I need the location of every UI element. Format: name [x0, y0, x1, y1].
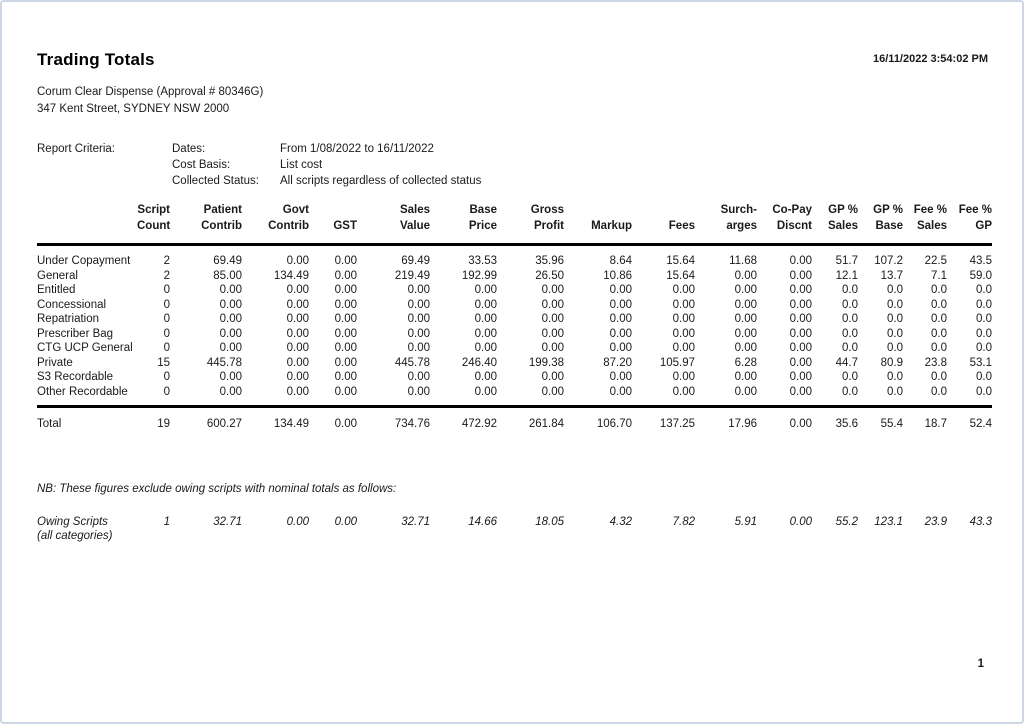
criteria-row	[37, 173, 988, 189]
table-row-value: 0.00	[286, 342, 309, 354]
table-header	[37, 202, 992, 234]
table-row-value: 0.00	[286, 255, 309, 267]
header-row-value: Co-Pay	[772, 204, 812, 216]
pharmacy-name: Corum Clear Dispense (Approval # 80346G)	[37, 86, 264, 98]
table-row-value: 0.00	[672, 385, 695, 398]
header-row-value: Price	[468, 220, 497, 232]
table-row-value: 35.96	[535, 255, 564, 267]
table-row-value: 0.0	[842, 385, 858, 398]
header-row-value: Discnt	[776, 220, 812, 232]
table-row-value: 8.64	[609, 255, 632, 267]
table-row-value: 0	[163, 342, 170, 354]
table-row	[37, 356, 992, 371]
table-row-label: S3 Recordable	[37, 371, 114, 383]
table-row	[37, 254, 992, 269]
table-total	[37, 417, 992, 432]
table-row-value: 445.78	[206, 356, 242, 369]
owing-row-value: 0.00	[286, 516, 309, 528]
table-row-value: 0	[163, 385, 170, 398]
table-row-label: Private	[37, 356, 73, 369]
table-row-value: 0.00	[672, 327, 695, 340]
total-row-value: 18.7	[924, 418, 947, 430]
header-row-value: Contrib	[268, 220, 309, 232]
table-row-value: 0.00	[334, 255, 357, 267]
table-row	[37, 269, 992, 284]
header-row-value: Surch-	[720, 204, 757, 216]
table-row-value: 0.00	[334, 385, 357, 398]
table-row-value: 0.00	[541, 298, 564, 311]
table-row-value: 0.0	[931, 385, 947, 398]
header-row-value: Sales	[399, 204, 430, 216]
table-row-value: 0.0	[842, 371, 858, 383]
report-timestamp: 16/11/2022 3:54:02 PM	[873, 53, 988, 65]
total-row-value: 134.49	[273, 418, 309, 430]
table-row-value: 0.00	[609, 342, 632, 354]
table-row-value: 0.0	[887, 342, 903, 354]
owing-row-value: 32.71	[401, 516, 430, 528]
table-row-value: 0.0	[931, 327, 947, 340]
header-row-value: Govt	[282, 204, 309, 216]
table-row-value: 0.0	[887, 313, 903, 325]
table-row-value: 0.0	[887, 327, 903, 340]
table-row-value: 0.0	[887, 298, 903, 311]
table-row-value: 0.00	[286, 385, 309, 398]
table-row-value: 0.00	[734, 327, 757, 340]
table-row-value: 0.00	[734, 313, 757, 325]
table-row-value: 0.00	[407, 342, 430, 354]
table-row-value: 2	[163, 255, 170, 267]
table-row-value: 0.0	[976, 371, 992, 383]
header-row-value	[632, 202, 695, 218]
table-row-value: 0.00	[672, 342, 695, 354]
total-row-value: 19	[157, 418, 170, 430]
table-row-value: 0	[163, 298, 170, 311]
criteria-row	[37, 157, 988, 173]
total-row-value: 600.27	[206, 418, 242, 430]
table-row-value: 0.0	[931, 298, 947, 311]
table-row-value: 0	[163, 284, 170, 296]
header-row-value: Sales	[827, 220, 858, 232]
table-row-value: 23.8	[924, 356, 947, 369]
table-row-value: 0.00	[219, 327, 242, 340]
criteria-row	[37, 141, 988, 157]
table-row-value: 0.0	[931, 284, 947, 296]
table-row-value: 0.0	[842, 313, 858, 325]
table-row-value: 0.00	[334, 298, 357, 311]
criteria-item-value: All scripts regardless of collected status	[280, 175, 482, 187]
table-row-label: Under Copayment	[37, 255, 131, 267]
header-row-value: GP %	[828, 204, 858, 216]
table-row-value: 0.00	[734, 342, 757, 354]
report-content	[2, 2, 1022, 543]
table-row-value: 0.00	[474, 313, 497, 325]
header-row-value	[564, 202, 632, 218]
table-row-value: 0.00	[334, 356, 357, 369]
table-row-value: 6.28	[734, 356, 757, 369]
header-row-value: Contrib	[201, 220, 242, 232]
header-row-value: Fee %	[958, 204, 992, 216]
header-row-value: GP	[975, 220, 992, 232]
owing-row-value: 14.66	[468, 516, 497, 528]
header-row-label	[37, 202, 137, 218]
header-row	[37, 218, 992, 234]
table-row-value: 0.0	[887, 385, 903, 398]
table-row-value: 0	[163, 327, 170, 340]
table-row-value: 0.00	[286, 313, 309, 325]
header-row-value: Fees	[668, 220, 695, 232]
table-row-value: 0.0	[976, 385, 992, 398]
table-row-value: 0.00	[609, 327, 632, 340]
header-row-value: Script	[137, 204, 170, 216]
total-row-label: Total	[37, 418, 62, 430]
table-row-value: 87.20	[603, 356, 632, 369]
pharmacy-address: 347 Kent Street, SYDNEY NSW 2000	[37, 103, 230, 115]
table-row-value: 59.0	[969, 269, 992, 282]
table-row-value: 0.00	[334, 313, 357, 325]
table-row	[37, 283, 992, 298]
table-row-value: 0.00	[407, 313, 430, 325]
table-row-value: 7.1	[931, 269, 947, 282]
table-row-value: 0.00	[734, 269, 757, 282]
table-row-value: 0.00	[789, 327, 812, 340]
table-row-value: 0.00	[789, 255, 812, 267]
header-row-value: Base	[875, 220, 903, 232]
header-row-value: Count	[137, 220, 171, 232]
table-row-value: 0.00	[474, 327, 497, 340]
table-row-value: 0.0	[842, 342, 858, 354]
table-row-value: 0	[163, 371, 170, 383]
table-row-value: 0.00	[609, 298, 632, 311]
table-row-value: 0.00	[474, 298, 497, 311]
table-row-value: 80.9	[880, 356, 903, 369]
owing-row-value: 4.32	[609, 516, 632, 528]
total-row-value: 35.6	[835, 418, 858, 430]
table-row-value: 0.00	[219, 284, 242, 296]
table-row-label: Prescriber Bag	[37, 327, 114, 340]
table-row-value: 0.0	[976, 284, 992, 296]
table-row-value: 15.64	[666, 269, 695, 282]
table-row-value: 0.00	[219, 371, 242, 383]
header-row-value: Value	[399, 220, 430, 232]
header-row-value: Fee %	[913, 204, 947, 216]
table-row-value: 0.00	[789, 269, 812, 282]
table-row-value: 0.00	[407, 284, 430, 296]
table-row-value: 0.00	[672, 298, 695, 311]
header-row-value: GP %	[873, 204, 903, 216]
table-row-value: 0.00	[609, 385, 632, 398]
owing-row-value: 23.9	[924, 516, 947, 528]
table-row-value: 0.0	[887, 284, 903, 296]
owing-row-value: 0.00	[334, 516, 357, 528]
table-row-value: 0.0	[842, 298, 858, 311]
owing-row-label: Owing Scripts (all categories)	[37, 515, 137, 543]
table-row-value: 69.49	[213, 255, 242, 267]
table-row-value: 0.0	[976, 298, 992, 311]
total-row-value: 106.70	[596, 418, 632, 430]
table-row-value: 0.00	[334, 327, 357, 340]
table-row-value: 0	[163, 313, 170, 325]
table-row-value: 219.49	[394, 269, 430, 282]
owing-row-value: 32.71	[213, 516, 242, 528]
total-row-value: 734.76	[394, 418, 430, 430]
table-row-value: 0.0	[976, 342, 992, 354]
table-row-value: 0.00	[286, 284, 309, 296]
table-row-value: 0.0	[976, 313, 992, 325]
table-row-value: 0.0	[931, 371, 947, 383]
header-row-value: Markup	[591, 220, 632, 232]
table-row-value: 0.00	[219, 313, 242, 325]
table-row-value: 44.7	[835, 356, 858, 369]
table-row-value: 69.49	[401, 255, 430, 267]
table-row	[37, 341, 992, 356]
table-row-value: 0.0	[931, 342, 947, 354]
table-row-value: 0.00	[789, 284, 812, 296]
table-row-value: 0.0	[842, 284, 858, 296]
table-row-value: 0.00	[474, 284, 497, 296]
table-row-label: Entitled	[37, 284, 76, 296]
owing-row-value: 5.91	[734, 516, 757, 528]
table-row-label: Concessional	[37, 298, 107, 311]
header-row-value: arges	[726, 220, 757, 232]
total-row-value: 0.00	[334, 418, 357, 430]
table-row-value: 33.53	[468, 255, 497, 267]
table-row-value: 0.00	[219, 385, 242, 398]
table-row-value: 0.0	[842, 327, 858, 340]
table-row-value: 0.00	[734, 298, 757, 311]
table-row-value: 134.49	[273, 269, 309, 282]
table-row-value: 43.5	[969, 255, 992, 267]
owing-label-line2: (all categories)	[37, 530, 113, 542]
table-row-value: 0.00	[286, 371, 309, 383]
table-row-value: 0.00	[541, 342, 564, 354]
table-row-value: 0.0	[887, 371, 903, 383]
table-row-value: 107.2	[874, 255, 903, 267]
table-row-value: 0.00	[286, 298, 309, 311]
header-rule	[37, 243, 992, 246]
header-row-value: Profit	[533, 220, 564, 232]
table-row	[37, 312, 992, 327]
total-row-value: 55.4	[880, 418, 903, 430]
total-rule	[37, 405, 992, 408]
table-row-value: 0.00	[334, 342, 357, 354]
table-row-value: 0.00	[334, 284, 357, 296]
table-row-value: 0.00	[789, 371, 812, 383]
table-row-value: 26.50	[535, 269, 564, 282]
table-row-value: 105.97	[659, 356, 695, 369]
header-row	[37, 202, 992, 218]
report-criteria	[37, 141, 988, 189]
table-row-value: 0.0	[931, 313, 947, 325]
owing-scripts-table	[37, 515, 992, 543]
owing-row	[37, 515, 992, 543]
owing-row-value: 0.00	[789, 516, 812, 528]
table-body	[37, 254, 992, 399]
table-row-value: 0.00	[407, 327, 430, 340]
total-row-value: 0.00	[789, 418, 812, 430]
criteria-item-label: Dates:	[172, 143, 206, 155]
table-row	[37, 370, 992, 385]
table-row-value: 0.00	[609, 284, 632, 296]
table-row-label: Repatriation	[37, 313, 100, 325]
table-row-value: 0.00	[219, 298, 242, 311]
table-row-value: 0.00	[541, 313, 564, 325]
title-row	[37, 50, 988, 70]
table-row-value: 0.00	[789, 342, 812, 354]
owing-row-value: 55.2	[835, 516, 858, 528]
total-row-value: 137.25	[659, 418, 695, 430]
owing-row-value: 123.1	[874, 516, 903, 528]
table-row-value: 15	[157, 356, 170, 369]
page-number: 1	[977, 658, 984, 670]
table-row	[37, 327, 992, 342]
header-row-label	[37, 218, 137, 234]
criteria-item-label: Cost Basis:	[172, 159, 231, 171]
table-row-value: 13.7	[880, 269, 903, 282]
table-row-value: 85.00	[213, 269, 242, 282]
header-row-value: Base	[469, 204, 497, 216]
table-row-value: 445.78	[394, 356, 430, 369]
trading-table	[37, 202, 992, 432]
table-row-value: 0.00	[789, 356, 812, 369]
table-row-value: 10.86	[603, 269, 632, 282]
table-row	[37, 298, 992, 313]
table-row-value: 2	[163, 269, 170, 282]
criteria-item-value: From 1/08/2022 to 16/11/2022	[280, 143, 434, 155]
table-row-value: 0.00	[474, 371, 497, 383]
table-row-value: 0.00	[672, 313, 695, 325]
total-row-value: 261.84	[528, 418, 564, 430]
table-row-value: 0.00	[407, 298, 430, 311]
criteria-item-value: List cost	[280, 159, 323, 171]
nb-note: NB: These figures exclude owing scripts with nominal totals as follows:	[37, 483, 397, 495]
table-row-value: 0.00	[541, 385, 564, 398]
table-row-label: CTG UCP General	[37, 342, 133, 354]
total-row-value: 52.4	[969, 418, 992, 430]
table-row-value: 22.5	[924, 255, 947, 267]
page-title: Trading Totals	[37, 50, 155, 69]
header-row-value: Gross	[530, 204, 564, 216]
header-row-value: GST	[333, 220, 357, 232]
table-row-value: 0.00	[609, 313, 632, 325]
table-row-value: 11.68	[729, 255, 757, 267]
table-row-value: 0.00	[672, 371, 695, 383]
table-row-value: 0.00	[334, 269, 357, 282]
total-row	[37, 417, 992, 432]
total-row-value: 472.92	[461, 418, 497, 430]
table-row-value: 0.00	[609, 371, 632, 383]
owing-row-value: 18.05	[535, 516, 564, 528]
header-row-value	[309, 202, 357, 218]
owing-row-value: 7.82	[672, 516, 695, 528]
header-row-value: Patient	[203, 204, 242, 216]
criteria-item-label: Collected Status:	[172, 175, 259, 187]
table-row-label: Other Recordable	[37, 385, 128, 398]
table-row-value: 53.1	[969, 356, 992, 369]
table-row	[37, 385, 992, 400]
owing-row-value: 43.3	[969, 516, 992, 528]
table-row-value: 0.00	[407, 385, 430, 398]
table-row-value: 0.00	[672, 284, 695, 296]
table-row-value: 15.64	[666, 255, 695, 267]
table-row-label: General	[37, 269, 78, 282]
table-row-value: 0.00	[407, 371, 430, 383]
table-row-value: 0.00	[734, 371, 757, 383]
table-row-value: 0.00	[789, 298, 812, 311]
table-row-value: 199.38	[528, 356, 564, 369]
table-row-value: 51.7	[835, 255, 858, 267]
table-row-value: 0.00	[219, 342, 242, 354]
table-row-value: 0.00	[286, 327, 309, 340]
table-row-value: 0.00	[734, 284, 757, 296]
table-row-value: 0.00	[789, 313, 812, 325]
table-row-value: 0.00	[541, 284, 564, 296]
table-row-value: 0.00	[541, 371, 564, 383]
table-row-value: 0.00	[541, 327, 564, 340]
table-row-value: 0.00	[474, 385, 497, 398]
table-row-value: 0.00	[734, 385, 757, 398]
table-row-value: 0.00	[789, 385, 812, 398]
table-row-value: 0.00	[474, 342, 497, 354]
criteria-label: Report Criteria:	[37, 143, 115, 155]
header-row-value: Sales	[916, 220, 947, 232]
table-row-value: 12.1	[835, 269, 858, 282]
table-row-value: 246.40	[461, 356, 497, 369]
owing-row-value: 1	[163, 516, 170, 528]
table-row-value: 0.00	[286, 356, 309, 369]
table-row-value: 0.00	[334, 371, 357, 383]
table-row-value: 0.0	[976, 327, 992, 340]
pharmacy-block	[37, 84, 988, 118]
table-row-value: 192.99	[461, 269, 497, 282]
total-row-value: 17.96	[728, 418, 757, 430]
